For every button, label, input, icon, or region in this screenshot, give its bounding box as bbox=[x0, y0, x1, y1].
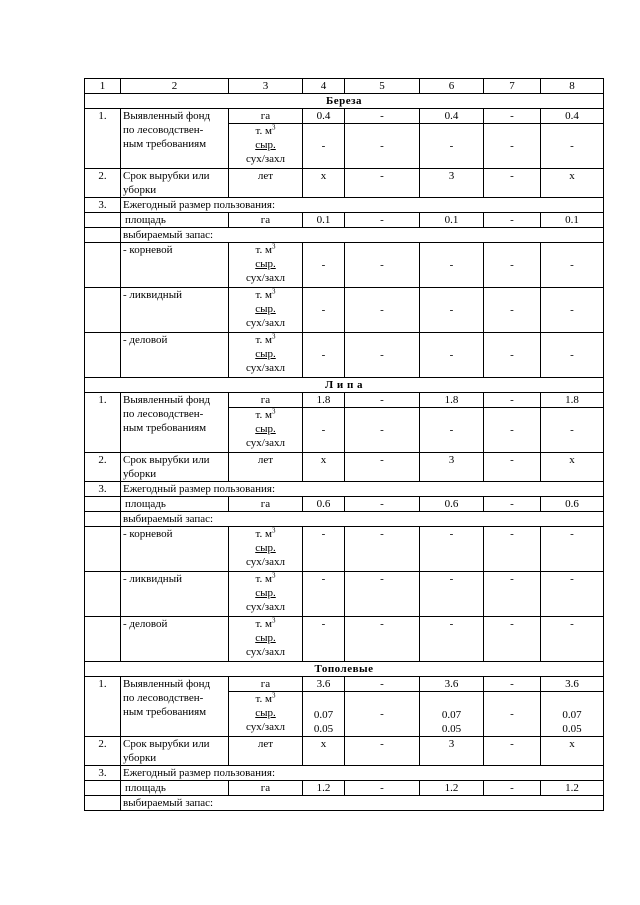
stock-value: - bbox=[345, 288, 420, 333]
annual-use-label: Ежегодный размер пользования: bbox=[121, 198, 604, 213]
volume-value-cell bbox=[345, 408, 420, 453]
volume-value: - bbox=[449, 424, 454, 436]
stock-value: - bbox=[345, 333, 420, 378]
term-value: 3 bbox=[420, 737, 484, 766]
area-value: 1.8 bbox=[303, 393, 345, 408]
stock-unit-cell bbox=[229, 527, 303, 572]
fund-label bbox=[121, 393, 229, 453]
volume-value: - bbox=[321, 424, 326, 436]
column-header-8: 8 bbox=[541, 79, 604, 94]
unit-cubic-meters bbox=[231, 333, 300, 347]
section-title-row bbox=[85, 378, 604, 393]
annual-area-value: - bbox=[484, 497, 541, 512]
term-label bbox=[121, 169, 229, 198]
stock-value: - bbox=[541, 572, 604, 617]
term-label-line: Срок вырубки или bbox=[123, 170, 210, 182]
column-header-6: 6 bbox=[420, 79, 484, 94]
volume-value: - bbox=[570, 140, 574, 152]
term-value: х bbox=[541, 737, 604, 766]
stock-value: - bbox=[420, 333, 484, 378]
volume-value-cell bbox=[541, 124, 604, 169]
unit-dry: сух/захл bbox=[245, 362, 285, 374]
row-number: 3. bbox=[85, 766, 121, 781]
term-label bbox=[121, 453, 229, 482]
term-value: - bbox=[345, 453, 420, 482]
row-number: 2. bbox=[85, 169, 121, 198]
row-number: 1. bbox=[85, 393, 121, 453]
area-unit: га bbox=[229, 393, 303, 408]
stock-type-label: - ликвидный bbox=[121, 572, 229, 617]
term-value: 3 bbox=[420, 453, 484, 482]
stock-value: - bbox=[303, 527, 345, 572]
unit-superscript: 3 bbox=[271, 526, 276, 535]
unit-superscript: 3 bbox=[271, 287, 276, 296]
unit-text: т. м bbox=[255, 618, 272, 630]
stock-value: - bbox=[420, 288, 484, 333]
empty-cell bbox=[85, 497, 121, 512]
annual-use-row bbox=[85, 198, 604, 213]
section-title-row bbox=[85, 94, 604, 109]
unit-dry: сух/захл bbox=[245, 153, 285, 165]
unit-cubic-meters bbox=[231, 124, 300, 138]
annual-area-value: 1.2 bbox=[541, 781, 604, 796]
fund-label-line: Выявленный фонд bbox=[123, 394, 211, 406]
fund-label-line: ным требованиям bbox=[123, 138, 207, 150]
stock-value: - bbox=[345, 572, 420, 617]
stock-label: выбираемый запас: bbox=[121, 512, 604, 527]
empty-cell bbox=[85, 243, 121, 288]
area-unit: га bbox=[229, 109, 303, 124]
unit-superscript: 3 bbox=[271, 571, 276, 580]
annual-use-row bbox=[85, 766, 604, 781]
volume-unit bbox=[231, 572, 300, 614]
unit-raw: сыр. bbox=[255, 303, 276, 315]
volume-value: - bbox=[321, 140, 326, 152]
stock-value: - bbox=[484, 288, 541, 333]
volume-unit bbox=[231, 692, 300, 734]
fund-label-line: по лесоводствен- bbox=[123, 408, 204, 420]
section-title: Береза bbox=[85, 94, 604, 109]
volume-value: - bbox=[510, 424, 514, 436]
stock-value: - bbox=[303, 288, 345, 333]
term-value: х bbox=[303, 453, 345, 482]
area-value: 3.6 bbox=[303, 677, 345, 692]
area-value: - bbox=[345, 109, 420, 124]
unit-cubic-meters bbox=[231, 408, 300, 422]
term-unit: лет bbox=[229, 737, 303, 766]
volume-value: - bbox=[380, 708, 384, 720]
volume-unit bbox=[231, 288, 300, 330]
term-value: - bbox=[484, 737, 541, 766]
area-value: 0.4 bbox=[420, 109, 484, 124]
volume-unit bbox=[231, 527, 300, 569]
volume-value: - bbox=[570, 424, 574, 436]
area-value: - bbox=[345, 677, 420, 692]
area-value: - bbox=[484, 677, 541, 692]
term-value: х bbox=[541, 169, 604, 198]
area-value: - bbox=[345, 393, 420, 408]
empty-cell bbox=[85, 617, 121, 662]
unit-raw: сыр. bbox=[255, 542, 276, 554]
unit-dry: сух/захл bbox=[245, 721, 285, 733]
empty-cell bbox=[85, 572, 121, 617]
unit-raw: сыр. bbox=[255, 423, 276, 435]
stock-label-row bbox=[85, 796, 604, 811]
volume-value: - bbox=[380, 424, 384, 436]
unit-text: т. м bbox=[255, 125, 272, 137]
area-value: - bbox=[484, 109, 541, 124]
annual-area-value: 0.6 bbox=[303, 497, 345, 512]
unit-superscript: 3 bbox=[271, 691, 276, 700]
volume-value: 0.05 bbox=[562, 723, 582, 735]
volume-value-cell bbox=[484, 124, 541, 169]
area-unit: га bbox=[229, 677, 303, 692]
empty-cell bbox=[85, 781, 121, 796]
stock-type-label: - деловой bbox=[121, 617, 229, 662]
unit-text: т. м bbox=[255, 334, 272, 346]
row-number: 2. bbox=[85, 737, 121, 766]
unit-dry: сух/захл bbox=[245, 317, 285, 329]
unit-superscript: 3 bbox=[271, 332, 276, 341]
unit-cubic-meters bbox=[231, 692, 300, 706]
annual-area-value: - bbox=[345, 213, 420, 228]
row-number: 3. bbox=[85, 198, 121, 213]
stock-value: - bbox=[541, 243, 604, 288]
annual-area-value: 0.6 bbox=[541, 497, 604, 512]
annual-area-label: площадь bbox=[121, 213, 229, 228]
section-title: Тополевые bbox=[85, 662, 604, 677]
stock-value: - bbox=[420, 617, 484, 662]
unit-cubic-meters bbox=[231, 243, 300, 257]
volume-unit-cell bbox=[229, 408, 303, 453]
volume-unit bbox=[231, 243, 300, 285]
volume-unit bbox=[231, 124, 300, 166]
volume-value: - bbox=[449, 140, 454, 152]
stock-value: - bbox=[420, 572, 484, 617]
unit-raw: сыр. bbox=[255, 258, 276, 270]
stock-value: - bbox=[541, 288, 604, 333]
stock-unit-cell bbox=[229, 333, 303, 378]
annual-area-value: - bbox=[484, 213, 541, 228]
term-row bbox=[85, 737, 604, 766]
fund-area-row bbox=[85, 677, 604, 692]
stock-value: - bbox=[303, 617, 345, 662]
fund-label-line: Выявленный фонд bbox=[123, 110, 211, 122]
fund-label-line: ным требованиям bbox=[123, 706, 207, 718]
volume-value: 0.05 bbox=[313, 723, 334, 735]
stock-type-label: - ликвидный bbox=[121, 288, 229, 333]
stock-label: выбираемый запас: bbox=[121, 228, 604, 243]
unit-dry: сух/захл bbox=[245, 646, 285, 658]
volume-value-cell bbox=[303, 408, 345, 453]
stock-type-label: - деловой bbox=[121, 333, 229, 378]
stock-row bbox=[85, 617, 604, 662]
annual-area-row bbox=[85, 497, 604, 512]
volume-value: 0.07 bbox=[441, 709, 462, 721]
volume-value-cell bbox=[541, 692, 604, 737]
volume-unit-cell bbox=[229, 692, 303, 737]
unit-dry: сух/захл bbox=[245, 437, 285, 449]
area-value: - bbox=[484, 393, 541, 408]
section-title-row bbox=[85, 662, 604, 677]
stock-value: - bbox=[484, 527, 541, 572]
stock-value: - bbox=[420, 527, 484, 572]
column-header-4: 4 bbox=[303, 79, 345, 94]
annual-area-value: - bbox=[345, 497, 420, 512]
annual-area-row bbox=[85, 213, 604, 228]
volume-value: - bbox=[510, 140, 514, 152]
stock-unit-cell bbox=[229, 617, 303, 662]
fund-label-line: по лесоводствен- bbox=[123, 124, 204, 136]
annual-area-value: - bbox=[484, 781, 541, 796]
fund-area-row bbox=[85, 109, 604, 124]
annual-use-label: Ежегодный размер пользования: bbox=[121, 482, 604, 497]
stock-row bbox=[85, 288, 604, 333]
stock-value: - bbox=[345, 617, 420, 662]
area-value: 1.8 bbox=[420, 393, 484, 408]
volume-value-cell bbox=[345, 124, 420, 169]
stock-label-row bbox=[85, 512, 604, 527]
stock-type-label: - корневой bbox=[121, 527, 229, 572]
unit-raw: сыр. bbox=[255, 587, 276, 599]
column-header-2: 2 bbox=[121, 79, 229, 94]
annual-area-unit: га bbox=[229, 213, 303, 228]
annual-area-unit: га bbox=[229, 781, 303, 796]
empty-cell bbox=[85, 512, 121, 527]
stock-row bbox=[85, 527, 604, 572]
volume-value-cell bbox=[541, 408, 604, 453]
area-value: 0.4 bbox=[541, 109, 604, 124]
row-number: 3. bbox=[85, 482, 121, 497]
column-header-5: 5 bbox=[345, 79, 420, 94]
unit-cubic-meters bbox=[231, 617, 300, 631]
fund-area-row bbox=[85, 393, 604, 408]
stock-value: - bbox=[484, 617, 541, 662]
annual-area-label: площадь bbox=[121, 497, 229, 512]
stock-label-row bbox=[85, 228, 604, 243]
area-value: 0.4 bbox=[303, 109, 345, 124]
header-row bbox=[85, 79, 604, 94]
stock-value: - bbox=[345, 527, 420, 572]
volume-value-cell bbox=[484, 408, 541, 453]
column-header-3: 3 bbox=[229, 79, 303, 94]
term-label bbox=[121, 737, 229, 766]
unit-text: т. м bbox=[255, 409, 272, 421]
empty-cell bbox=[85, 213, 121, 228]
term-label-line: Срок вырубки или bbox=[123, 738, 210, 750]
stock-value: - bbox=[484, 572, 541, 617]
unit-raw: сыр. bbox=[255, 707, 276, 719]
stock-value: - bbox=[303, 243, 345, 288]
volume-value: 0.05 bbox=[441, 723, 462, 735]
term-value: 3 bbox=[420, 169, 484, 198]
unit-cubic-meters bbox=[231, 527, 300, 541]
term-value: - bbox=[345, 737, 420, 766]
volume-value-cell bbox=[303, 124, 345, 169]
empty-cell bbox=[85, 288, 121, 333]
annual-area-unit: га bbox=[229, 497, 303, 512]
term-value: - bbox=[484, 453, 541, 482]
table-body bbox=[85, 79, 604, 811]
fund-label-line: Выявленный фонд bbox=[123, 678, 211, 690]
volume-unit-cell bbox=[229, 124, 303, 169]
stock-row bbox=[85, 572, 604, 617]
annual-area-value: 0.1 bbox=[420, 213, 484, 228]
empty-cell bbox=[85, 796, 121, 811]
unit-cubic-meters bbox=[231, 288, 300, 302]
term-unit: лет bbox=[229, 453, 303, 482]
annual-area-value: - bbox=[345, 781, 420, 796]
volume-value-cell bbox=[420, 124, 484, 169]
unit-superscript: 3 bbox=[271, 242, 276, 251]
fund-label bbox=[121, 109, 229, 169]
term-label-line: уборки bbox=[123, 468, 157, 480]
volume-value-cell bbox=[303, 692, 345, 737]
term-unit: лет bbox=[229, 169, 303, 198]
section-title: Л и п а bbox=[85, 378, 604, 393]
unit-dry: сух/захл bbox=[245, 272, 285, 284]
fund-label-line: ным требованиям bbox=[123, 422, 207, 434]
volume-unit bbox=[231, 333, 300, 375]
annual-area-value: 0.1 bbox=[303, 213, 345, 228]
term-value: х bbox=[303, 169, 345, 198]
unit-raw: сыр. bbox=[255, 632, 276, 644]
unit-text: т. м bbox=[255, 244, 272, 256]
row-number: 1. bbox=[85, 677, 121, 737]
unit-text: т. м bbox=[255, 573, 272, 585]
term-label-line: уборки bbox=[123, 752, 157, 764]
unit-dry: сух/захл bbox=[245, 556, 285, 568]
forest-use-table-sheet bbox=[84, 78, 603, 811]
stock-row bbox=[85, 243, 604, 288]
volume-value: 0.07 bbox=[562, 709, 582, 721]
stock-unit-cell bbox=[229, 572, 303, 617]
unit-raw: сыр. bbox=[255, 139, 276, 151]
stock-unit-cell bbox=[229, 288, 303, 333]
term-label-line: уборки bbox=[123, 184, 157, 196]
forest-use-table bbox=[84, 78, 604, 811]
annual-area-value: 0.1 bbox=[541, 213, 604, 228]
volume-value: - bbox=[510, 708, 514, 720]
row-number: 2. bbox=[85, 453, 121, 482]
term-value: х bbox=[541, 453, 604, 482]
term-label-line: Срок вырубки или bbox=[123, 454, 210, 466]
unit-dry: сух/захл bbox=[245, 601, 285, 613]
empty-cell bbox=[85, 527, 121, 572]
volume-value: - bbox=[380, 140, 384, 152]
stock-unit-cell bbox=[229, 243, 303, 288]
area-value: 1.8 bbox=[541, 393, 604, 408]
volume-value-cell bbox=[420, 692, 484, 737]
annual-area-row bbox=[85, 781, 604, 796]
stock-row bbox=[85, 333, 604, 378]
volume-value: 0.07 bbox=[313, 709, 334, 721]
stock-value: - bbox=[484, 243, 541, 288]
area-value: 3.6 bbox=[420, 677, 484, 692]
fund-label-line: по лесоводствен- bbox=[123, 692, 204, 704]
unit-text: т. м bbox=[255, 289, 272, 301]
stock-value: - bbox=[484, 333, 541, 378]
column-header-7: 7 bbox=[484, 79, 541, 94]
annual-area-value: 1.2 bbox=[420, 781, 484, 796]
annual-area-value: 0.6 bbox=[420, 497, 484, 512]
unit-text: т. м bbox=[255, 528, 272, 540]
unit-cubic-meters bbox=[231, 572, 300, 586]
stock-value: - bbox=[541, 527, 604, 572]
volume-value-cell bbox=[484, 692, 541, 737]
unit-raw: сыр. bbox=[255, 348, 276, 360]
volume-value-cell bbox=[420, 408, 484, 453]
volume-value-cell bbox=[345, 692, 420, 737]
empty-cell bbox=[85, 228, 121, 243]
unit-superscript: 3 bbox=[271, 123, 276, 132]
stock-label: выбираемый запас: bbox=[121, 796, 604, 811]
stock-type-label: - корневой bbox=[121, 243, 229, 288]
fund-label bbox=[121, 677, 229, 737]
unit-superscript: 3 bbox=[271, 407, 276, 416]
volume-unit bbox=[231, 408, 300, 450]
term-row bbox=[85, 453, 604, 482]
term-value: - bbox=[484, 169, 541, 198]
area-value: 3.6 bbox=[541, 677, 604, 692]
stock-value: - bbox=[303, 572, 345, 617]
unit-superscript: 3 bbox=[271, 616, 276, 625]
stock-value: - bbox=[303, 333, 345, 378]
stock-value: - bbox=[541, 333, 604, 378]
stock-value: - bbox=[541, 617, 604, 662]
annual-use-row bbox=[85, 482, 604, 497]
empty-cell bbox=[85, 333, 121, 378]
stock-value: - bbox=[420, 243, 484, 288]
term-value: х bbox=[303, 737, 345, 766]
term-row bbox=[85, 169, 604, 198]
column-header-1: 1 bbox=[85, 79, 121, 94]
row-number: 1. bbox=[85, 109, 121, 169]
term-value: - bbox=[345, 169, 420, 198]
annual-use-label: Ежегодный размер пользования: bbox=[121, 766, 604, 781]
unit-text: т. м bbox=[255, 693, 272, 705]
annual-area-label: площадь bbox=[121, 781, 229, 796]
stock-value: - bbox=[345, 243, 420, 288]
volume-unit bbox=[231, 617, 300, 659]
annual-area-value: 1.2 bbox=[303, 781, 345, 796]
